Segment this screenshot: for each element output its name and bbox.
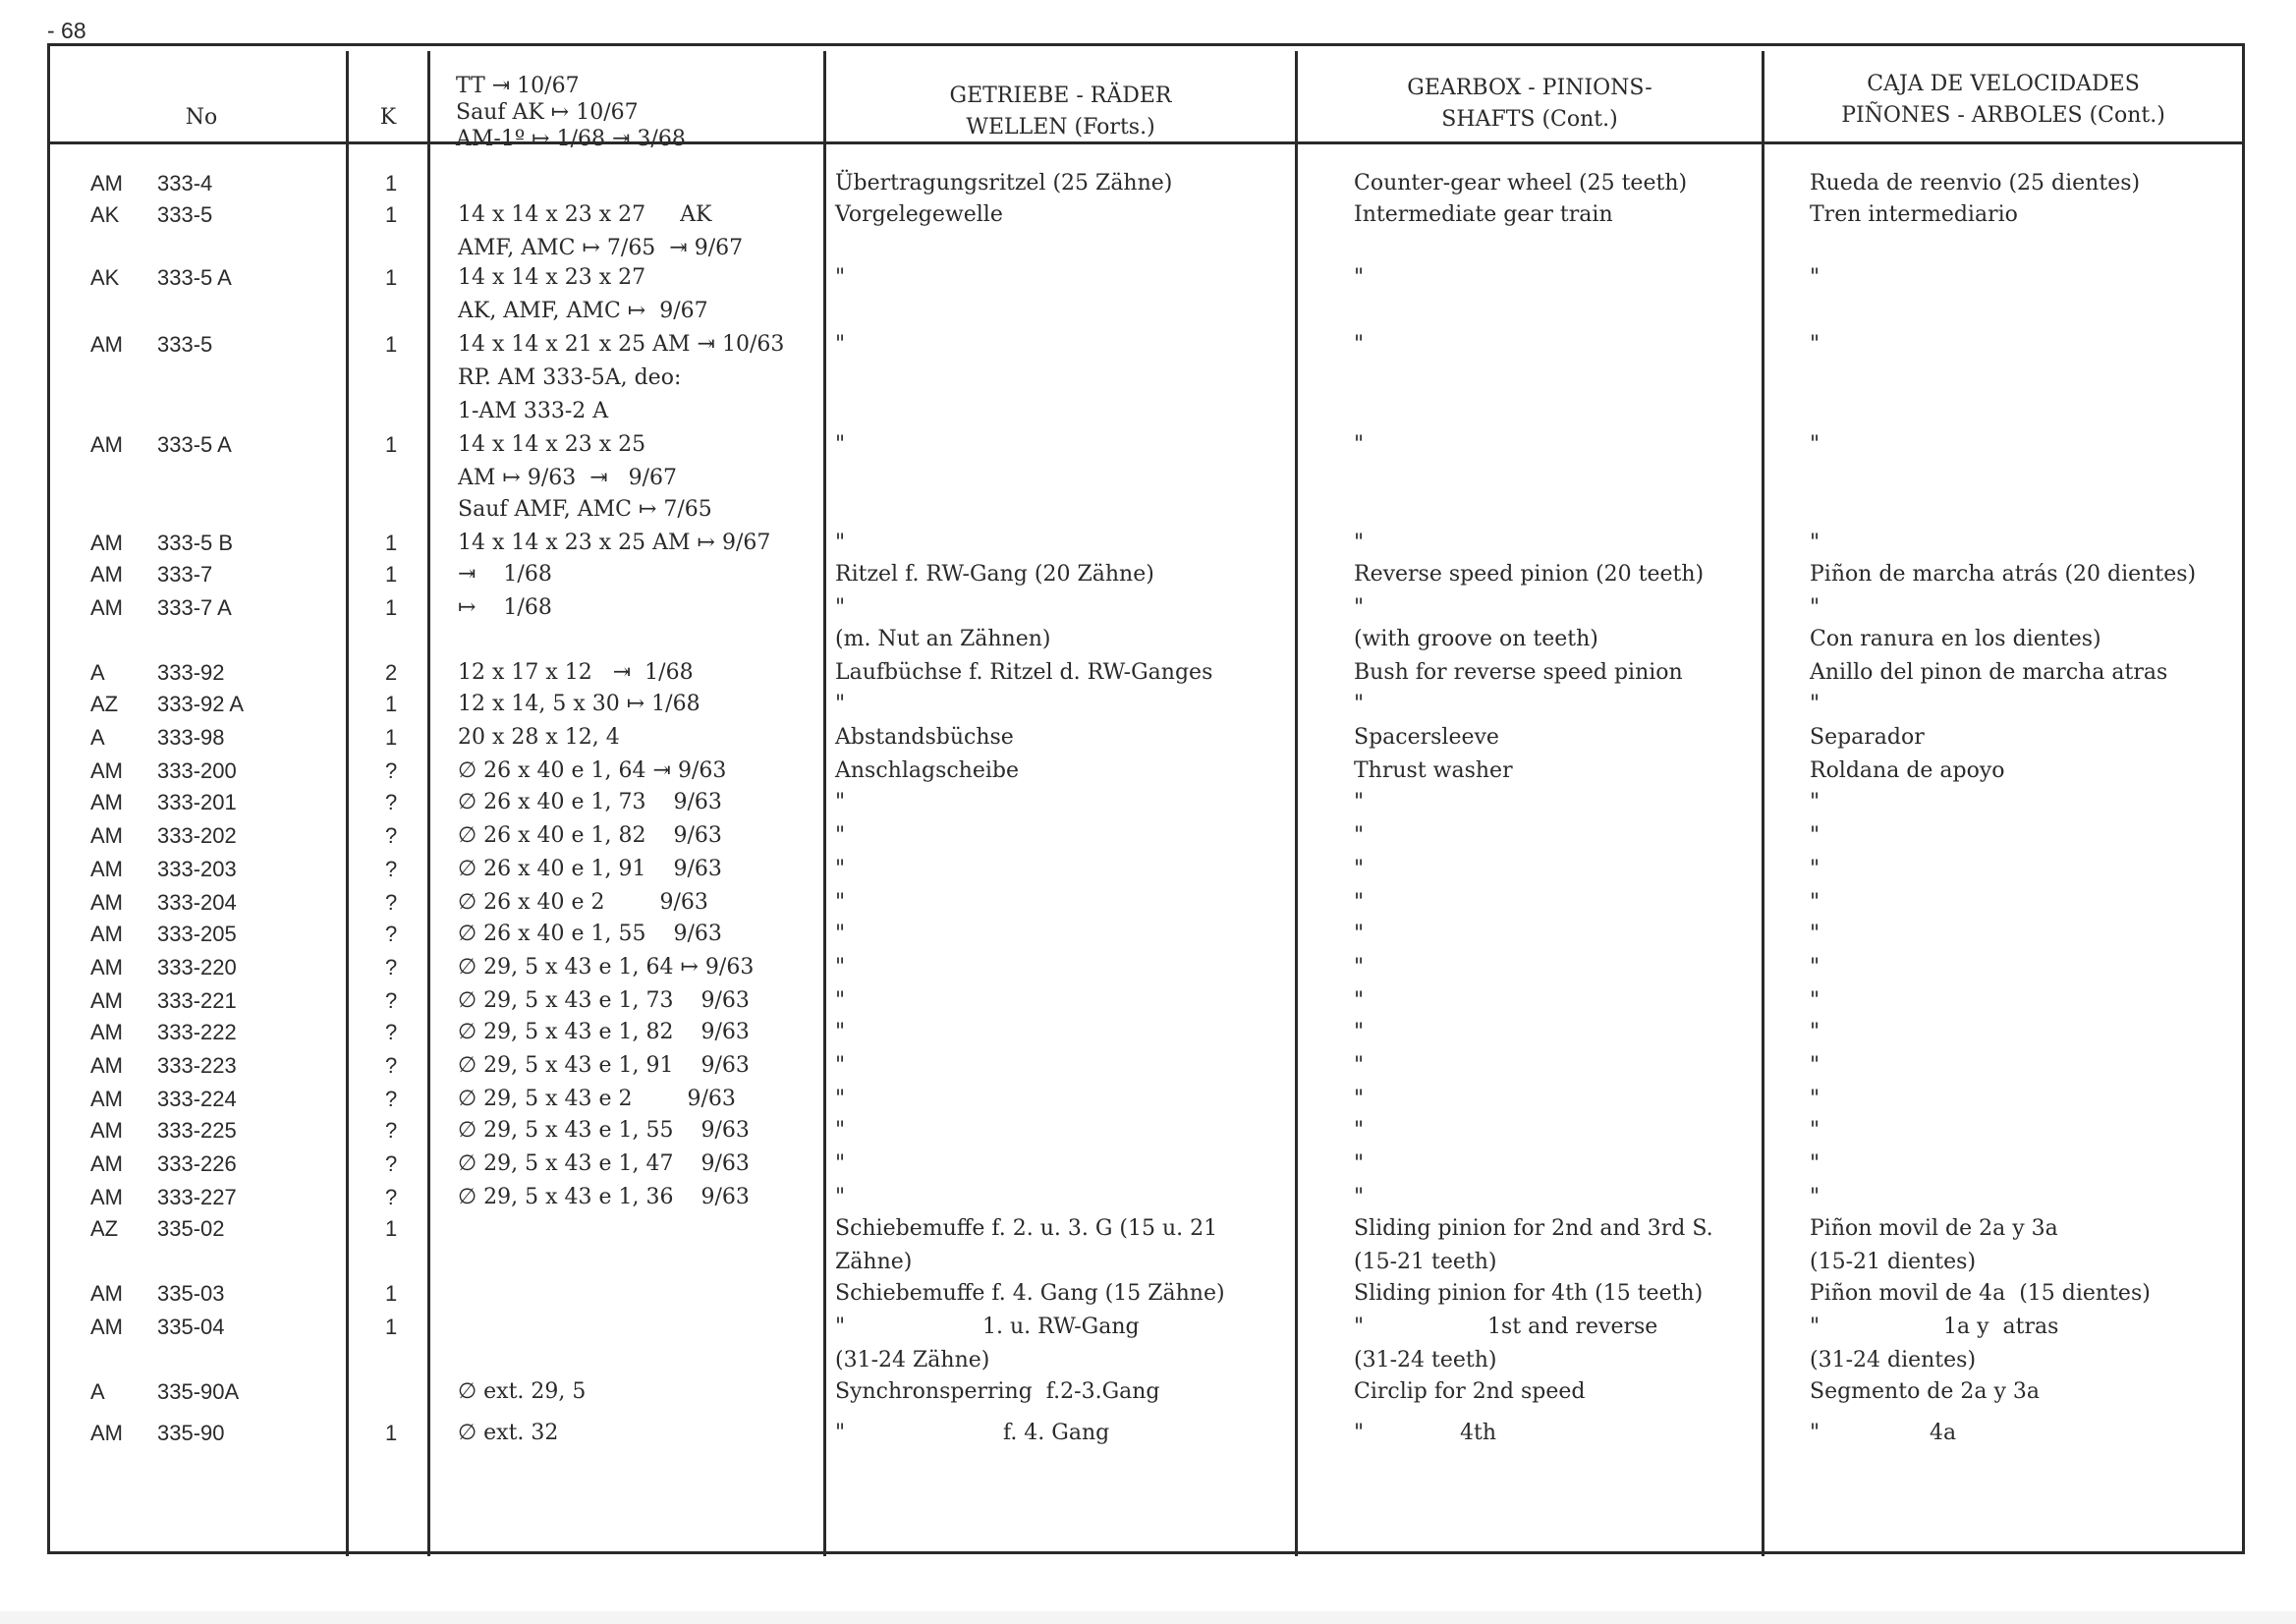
description-spanish: (15-21 dientes) [1810, 1250, 1977, 1274]
quantity: 1 [385, 531, 398, 555]
description-spanish: Piñon movil de 2a y 3a [1810, 1216, 2058, 1241]
part-number: 333-7 A [157, 595, 232, 620]
part-prefix: AM [90, 1185, 123, 1209]
description-english: " [1354, 265, 1365, 290]
part-prefix: AM [90, 890, 123, 915]
part-number: 333-225 [157, 1118, 237, 1143]
description-english: " [1354, 1053, 1365, 1078]
description-spanish: " [1810, 922, 1820, 946]
specification: ∅ 26 x 40 e 2 9/63 [458, 890, 708, 915]
part-prefix: AM [90, 988, 123, 1013]
specification: ∅ 26 x 40 e 1, 73 9/63 [458, 790, 722, 814]
column-divider [1762, 51, 1764, 1556]
description-german: " [835, 432, 846, 457]
part-number: 333-222 [157, 1020, 237, 1044]
description-german: Übertragungsritzel (25 Zähne) [835, 171, 1173, 196]
description-german: " [835, 922, 846, 946]
part-number: 333-5 [157, 332, 213, 357]
part-number: 333-7 [157, 562, 213, 587]
column-divider [1295, 51, 1298, 1556]
quantity: ? [385, 790, 398, 814]
part-number: 333-5 A [157, 432, 232, 457]
column-divider [823, 51, 826, 1556]
description-spanish: " [1810, 432, 1820, 457]
description-english: (15-21 teeth) [1354, 1250, 1497, 1274]
description-german: " [835, 1118, 846, 1143]
part-number: 335-04 [157, 1315, 225, 1339]
specification: ∅ 26 x 40 e 1, 55 9/63 [458, 922, 722, 946]
part-number: 333-203 [157, 857, 237, 881]
description-english: Sliding pinion for 4th (15 teeth) [1354, 1281, 1704, 1306]
quantity: ? [385, 1118, 398, 1143]
description-german: Zähne) [835, 1250, 913, 1274]
page-number: - 68 [47, 18, 86, 43]
header-tt [456, 73, 686, 152]
description-german: (m. Nut an Zähnen) [835, 627, 1051, 651]
part-prefix: AM [90, 1053, 123, 1078]
description-english: Sliding pinion for 2nd and 3rd S. [1354, 1216, 1713, 1241]
header-english-line: GEARBOX - PINIONS- [1407, 76, 1652, 100]
part-number: 335-90A [157, 1379, 240, 1404]
description-german: Anschlagscheibe [835, 758, 1020, 783]
part-number: 333-224 [157, 1087, 237, 1111]
specification: ∅ 29, 5 x 43 e 1, 73 9/63 [458, 988, 750, 1013]
header-english-line: SHAFTS (Cont.) [1441, 107, 1618, 132]
description-spanish: " [1810, 955, 1820, 980]
header-german [826, 81, 1295, 143]
specification: ∅ ext. 32 [458, 1421, 559, 1445]
description-spanish: " [1810, 988, 1820, 1013]
quantity: 1 [385, 171, 398, 196]
description-spanish: " [1810, 1053, 1820, 1078]
description-english: " 1st and reverse [1354, 1315, 1658, 1339]
specification: 14 x 14 x 23 x 27 [458, 265, 646, 290]
specification: 12 x 14, 5 x 30 ↦ 1/68 [458, 692, 700, 716]
part-prefix: AM [90, 955, 123, 980]
specification: RP. AM 333-5A, deo: [458, 365, 682, 390]
description-spanish: Separador [1810, 725, 1925, 750]
quantity: ? [385, 1053, 398, 1078]
specification: ∅ 26 x 40 e 1, 64 ⇥ 9/63 [458, 758, 727, 783]
specification: 12 x 17 x 12 ⇥ 1/68 [458, 660, 694, 685]
description-english: " [1354, 1087, 1365, 1111]
description-spanish: " [1810, 692, 1820, 716]
description-german: " [835, 988, 846, 1013]
quantity: 1 [385, 1315, 398, 1339]
part-prefix: AM [90, 562, 123, 587]
part-prefix: AZ [90, 692, 119, 716]
part-prefix: AM [90, 432, 123, 457]
quantity: 1 [385, 1216, 398, 1241]
description-spanish: " [1810, 1151, 1820, 1176]
specification: ∅ 29, 5 x 43 e 2 9/63 [458, 1087, 736, 1111]
description-spanish: " [1810, 790, 1820, 814]
description-english: " [1354, 988, 1365, 1013]
part-number: 333-205 [157, 922, 237, 946]
description-spanish: Con ranura en los dientes) [1810, 627, 2101, 651]
quantity: 1 [385, 332, 398, 357]
quantity: 1 [385, 595, 398, 620]
description-spanish: " [1810, 531, 1820, 555]
part-prefix: AM [90, 1020, 123, 1044]
header-german-line: GETRIEBE - RÄDER [949, 84, 1172, 108]
part-number: 333-223 [157, 1053, 237, 1078]
part-prefix: AZ [90, 1216, 119, 1241]
description-german: " [835, 857, 846, 881]
part-prefix: AK [90, 265, 120, 290]
part-number: 335-03 [157, 1281, 225, 1306]
part-prefix: AM [90, 1281, 123, 1306]
description-english: " [1354, 857, 1365, 881]
quantity: ? [385, 857, 398, 881]
description-spanish: " [1810, 1020, 1820, 1044]
header-spanish-line: CAJA DE VELOCIDADES [1867, 72, 2140, 96]
quantity: ? [385, 1020, 398, 1044]
description-spanish: " [1810, 890, 1820, 915]
specification: ↦ 1/68 [458, 595, 552, 620]
header-spanish [1764, 69, 2242, 132]
header-k: K [379, 105, 397, 130]
quantity: ? [385, 1185, 398, 1209]
header-tt-line: TT ⇥ 10/67 [456, 74, 580, 98]
specification: 1-AM 333-2 A [458, 399, 609, 423]
description-german: " [835, 531, 846, 555]
quantity: ? [385, 758, 398, 783]
quantity: 1 [385, 432, 398, 457]
description-german: " [835, 955, 846, 980]
quantity: 1 [385, 1281, 398, 1306]
header-tt-line: Sauf AK ↦ 10/67 [456, 100, 639, 125]
part-prefix: AM [90, 1118, 123, 1143]
quantity: ? [385, 988, 398, 1013]
description-german: (31-24 Zähne) [835, 1348, 990, 1372]
specification: ∅ 29, 5 x 43 e 1, 91 9/63 [458, 1053, 750, 1078]
description-english: " [1354, 332, 1365, 357]
description-spanish: " [1810, 595, 1820, 620]
quantity: ? [385, 1087, 398, 1111]
description-spanish: " [1810, 1087, 1820, 1111]
header-tt-line: AM-1º ↦ 1/68 ⇥ 3/68 [456, 127, 686, 151]
column-divider [346, 51, 349, 1556]
part-prefix: A [90, 725, 105, 750]
specification: 14 x 14 x 23 x 27 AK [458, 202, 712, 227]
part-number: 335-90 [157, 1421, 225, 1445]
description-english: Spacersleeve [1354, 725, 1499, 750]
description-german: Laufbüchse f. Ritzel d. RW-Ganges [835, 660, 1213, 685]
description-english: Counter-gear wheel (25 teeth) [1354, 171, 1688, 196]
description-spanish: " [1810, 857, 1820, 881]
part-number: 333-98 [157, 725, 225, 750]
description-english: Circlip for 2nd speed [1354, 1379, 1586, 1404]
part-prefix: A [90, 660, 105, 685]
description-spanish: " [1810, 1185, 1820, 1209]
part-prefix: AM [90, 171, 123, 196]
description-german: Schiebemuffe f. 2. u. 3. G (15 u. 21 [835, 1216, 1218, 1241]
description-spanish: " 4a [1810, 1421, 1957, 1445]
specification: ∅ 26 x 40 e 1, 82 9/63 [458, 823, 722, 848]
part-prefix: AM [90, 595, 123, 620]
description-english: " [1354, 1185, 1365, 1209]
quantity: ? [385, 922, 398, 946]
description-spanish: " [1810, 265, 1820, 290]
description-english: " [1354, 692, 1365, 716]
specification: ∅ ext. 29, 5 [458, 1379, 587, 1404]
description-spanish: Tren intermediario [1810, 202, 2018, 227]
description-english: Intermediate gear train [1354, 202, 1613, 227]
part-prefix: AM [90, 823, 123, 848]
description-german: " [835, 692, 846, 716]
part-number: 333-201 [157, 790, 237, 814]
quantity: 1 [385, 265, 398, 290]
specification: Sauf AMF, AMC ↦ 7/65 [458, 497, 712, 522]
description-german: " [835, 890, 846, 915]
part-prefix: AM [90, 1315, 123, 1339]
part-number: 333-226 [157, 1151, 237, 1176]
description-english: Thrust washer [1354, 758, 1513, 783]
description-german: Synchronsperring f.2-3.Gang [835, 1379, 1160, 1404]
description-english: " [1354, 1118, 1365, 1143]
description-german: " f. 4. Gang [835, 1421, 1110, 1445]
part-prefix: AM [90, 332, 123, 357]
specification: ∅ 29, 5 x 43 e 1, 47 9/63 [458, 1151, 750, 1176]
description-spanish: " [1810, 1118, 1820, 1143]
specification: ⇥ 1/68 [458, 562, 552, 587]
description-english: " [1354, 1151, 1365, 1176]
part-number: 333-5 A [157, 265, 232, 290]
specification: ∅ 29, 5 x 43 e 1, 55 9/63 [458, 1118, 750, 1143]
quantity: ? [385, 823, 398, 848]
part-number: 333-5 B [157, 531, 234, 555]
column-divider [427, 51, 430, 1556]
quantity: 1 [385, 562, 398, 587]
specification: 14 x 14 x 23 x 25 [458, 432, 646, 457]
description-spanish: (31-24 dientes) [1810, 1348, 1977, 1372]
part-prefix: AM [90, 758, 123, 783]
quantity: 1 [385, 725, 398, 750]
description-german: " [835, 1087, 846, 1111]
quantity: 1 [385, 1421, 398, 1445]
description-german: " [835, 790, 846, 814]
part-number: 333-220 [157, 955, 237, 980]
description-spanish: " [1810, 332, 1820, 357]
quantity: 1 [385, 202, 398, 227]
description-english: " [1354, 890, 1365, 915]
part-number: 333-92 A [157, 692, 245, 716]
description-english: " [1354, 432, 1365, 457]
description-german: Abstandsbüchse [835, 725, 1014, 750]
description-german: " [835, 1185, 846, 1209]
header-spanish-line: PIÑONES - ARBOLES (Cont.) [1841, 103, 2165, 128]
part-number: 333-5 [157, 202, 213, 227]
part-number: 335-02 [157, 1216, 225, 1241]
description-german: " 1. u. RW-Gang [835, 1315, 1140, 1339]
quantity: ? [385, 1151, 398, 1176]
description-spanish: Piñon de marcha atrás (20 dientes) [1810, 562, 2197, 587]
part-prefix: AM [90, 857, 123, 881]
description-german: Vorgelegewelle [835, 202, 1003, 227]
description-german: " [835, 823, 846, 848]
part-number: 333-204 [157, 890, 237, 915]
description-german: " [835, 1151, 846, 1176]
description-english: " 4th [1354, 1421, 1497, 1445]
specification: AMF, AMC ↦ 7/65 ⇥ 9/67 [458, 236, 744, 260]
quantity: ? [385, 955, 398, 980]
part-prefix: AM [90, 1421, 123, 1445]
specification: ∅ 29, 5 x 43 e 1, 36 9/63 [458, 1185, 750, 1209]
description-spanish: Rueda de reenvio (25 dientes) [1810, 171, 2141, 196]
part-number: 333-227 [157, 1185, 237, 1209]
part-number: 333-4 [157, 171, 213, 196]
description-spanish: Segmento de 2a y 3a [1810, 1379, 2041, 1404]
part-prefix: AK [90, 202, 120, 227]
description-spanish: " [1810, 823, 1820, 848]
part-number: 333-221 [157, 988, 237, 1013]
description-english: " [1354, 531, 1365, 555]
specification: ∅ 29, 5 x 43 e 1, 64 ↦ 9/63 [458, 955, 755, 980]
description-english: " [1354, 1020, 1365, 1044]
description-english: " [1354, 790, 1365, 814]
part-prefix: AM [90, 1151, 123, 1176]
part-prefix: AM [90, 922, 123, 946]
description-german: " [835, 1020, 846, 1044]
description-english: (31-24 teeth) [1354, 1348, 1497, 1372]
description-german: " [835, 265, 846, 290]
part-prefix: AM [90, 531, 123, 555]
description-spanish: Anillo del pinon de marcha atras [1810, 660, 2168, 685]
description-german: " [835, 595, 846, 620]
part-number: 333-92 [157, 660, 225, 685]
specification: ∅ 29, 5 x 43 e 1, 82 9/63 [458, 1020, 750, 1044]
part-prefix: A [90, 1379, 105, 1404]
specification: 14 x 14 x 21 x 25 AM ⇥ 10/63 [458, 332, 785, 357]
description-english: Bush for reverse speed pinion [1354, 660, 1683, 685]
quantity: 2 [385, 660, 398, 685]
part-prefix: AM [90, 790, 123, 814]
quantity: ? [385, 890, 398, 915]
description-english: " [1354, 955, 1365, 980]
part-number: 333-200 [157, 758, 237, 783]
description-english: " [1354, 922, 1365, 946]
description-german: " [835, 332, 846, 357]
description-german: Schiebemuffe f. 4. Gang (15 Zähne) [835, 1281, 1225, 1306]
specification: AK, AMF, AMC ↦ 9/67 [458, 299, 708, 323]
part-number: 333-202 [157, 823, 237, 848]
description-english: Reverse speed pinion (20 teeth) [1354, 562, 1705, 587]
specification: 20 x 28 x 12, 4 [458, 725, 620, 750]
description-spanish: Roldana de apoyo [1810, 758, 2005, 783]
quantity: 1 [385, 692, 398, 716]
header-no: No [185, 105, 218, 130]
specification: AM ↦ 9/63 ⇥ 9/67 [458, 466, 678, 490]
description-german: " [835, 1053, 846, 1078]
part-prefix: AM [90, 1087, 123, 1111]
description-spanish: Piñon movil de 4a (15 dientes) [1810, 1281, 2151, 1306]
description-english: " [1354, 823, 1365, 848]
specification: ∅ 26 x 40 e 1, 91 9/63 [458, 857, 722, 881]
description-english: " [1354, 595, 1365, 620]
description-spanish: " 1a y atras [1810, 1315, 2059, 1339]
description-english: (with groove on teeth) [1354, 627, 1598, 651]
header-german-line: WELLEN (Forts.) [966, 115, 1155, 140]
page-footer-strip [0, 1611, 2296, 1624]
description-german: Ritzel f. RW-Gang (20 Zähne) [835, 562, 1154, 587]
header-english [1298, 73, 1762, 136]
specification: 14 x 14 x 23 x 25 AM ↦ 9/67 [458, 531, 771, 555]
